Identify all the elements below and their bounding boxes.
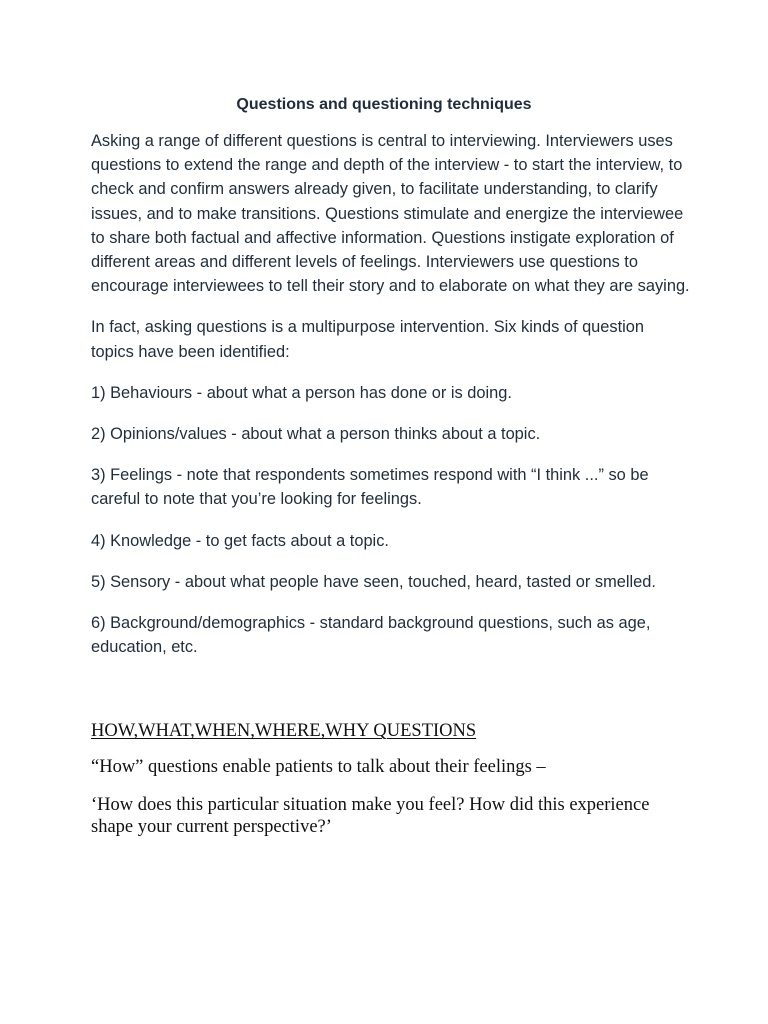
topic-item-feelings: 3) Feelings - note that respondents sometimes respond with “I think ...” so be careful to note that you’re looking for feelings.: [91, 466, 649, 509]
intro-paragraph: Asking a range of different questions is central to interviewing. Interviewers uses questions to extend the range and depth of the interview - to start the interview, to check and confirm answers already given, to facilitate understanding, to clarify issues, and to make transitions. Questions stimulate and energize the interviewee to share both factual and affective information. Questions instigate exploration of different areas and different levels of feelings. Interviewers use questions to encourage interviewees to tell their story and to elaborate on what they are saying.: [91, 132, 690, 296]
how-questions-example: ‘How does this particular situation make you feel? How did this experience shape your current perspective?’: [91, 794, 650, 838]
document-title: Questions and questioning techniques: [236, 96, 532, 113]
section-heading: HOW,WHAT,WHEN,WHERE,WHY QUESTIONS: [91, 721, 477, 742]
topic-item-background: 6) Background/demographics - standard background questions, such as age, education, etc.: [91, 614, 651, 657]
topic-item-sensory: 5) Sensory - about what people have seen, touched, heard, tasted or smelled.: [91, 572, 656, 591]
document-page: [91, 93, 691, 854]
section-spacer: [91, 676, 691, 718]
topic-item-knowledge: 4) Knowledge - to get facts about a topic.: [91, 531, 389, 550]
question-topics-paragraph: In fact, asking questions is a multipurpose intervention. Six kinds of question topics have been identified:: [91, 318, 645, 361]
topic-item-behaviours: 1) Behaviours - about what a person has done or is doing.: [91, 383, 512, 402]
topic-item-opinions: 2) Opinions/values - about what a person thinks about a topic.: [91, 425, 541, 444]
how-questions-intro: “How” questions enable patients to talk about their feelings –: [91, 757, 546, 778]
